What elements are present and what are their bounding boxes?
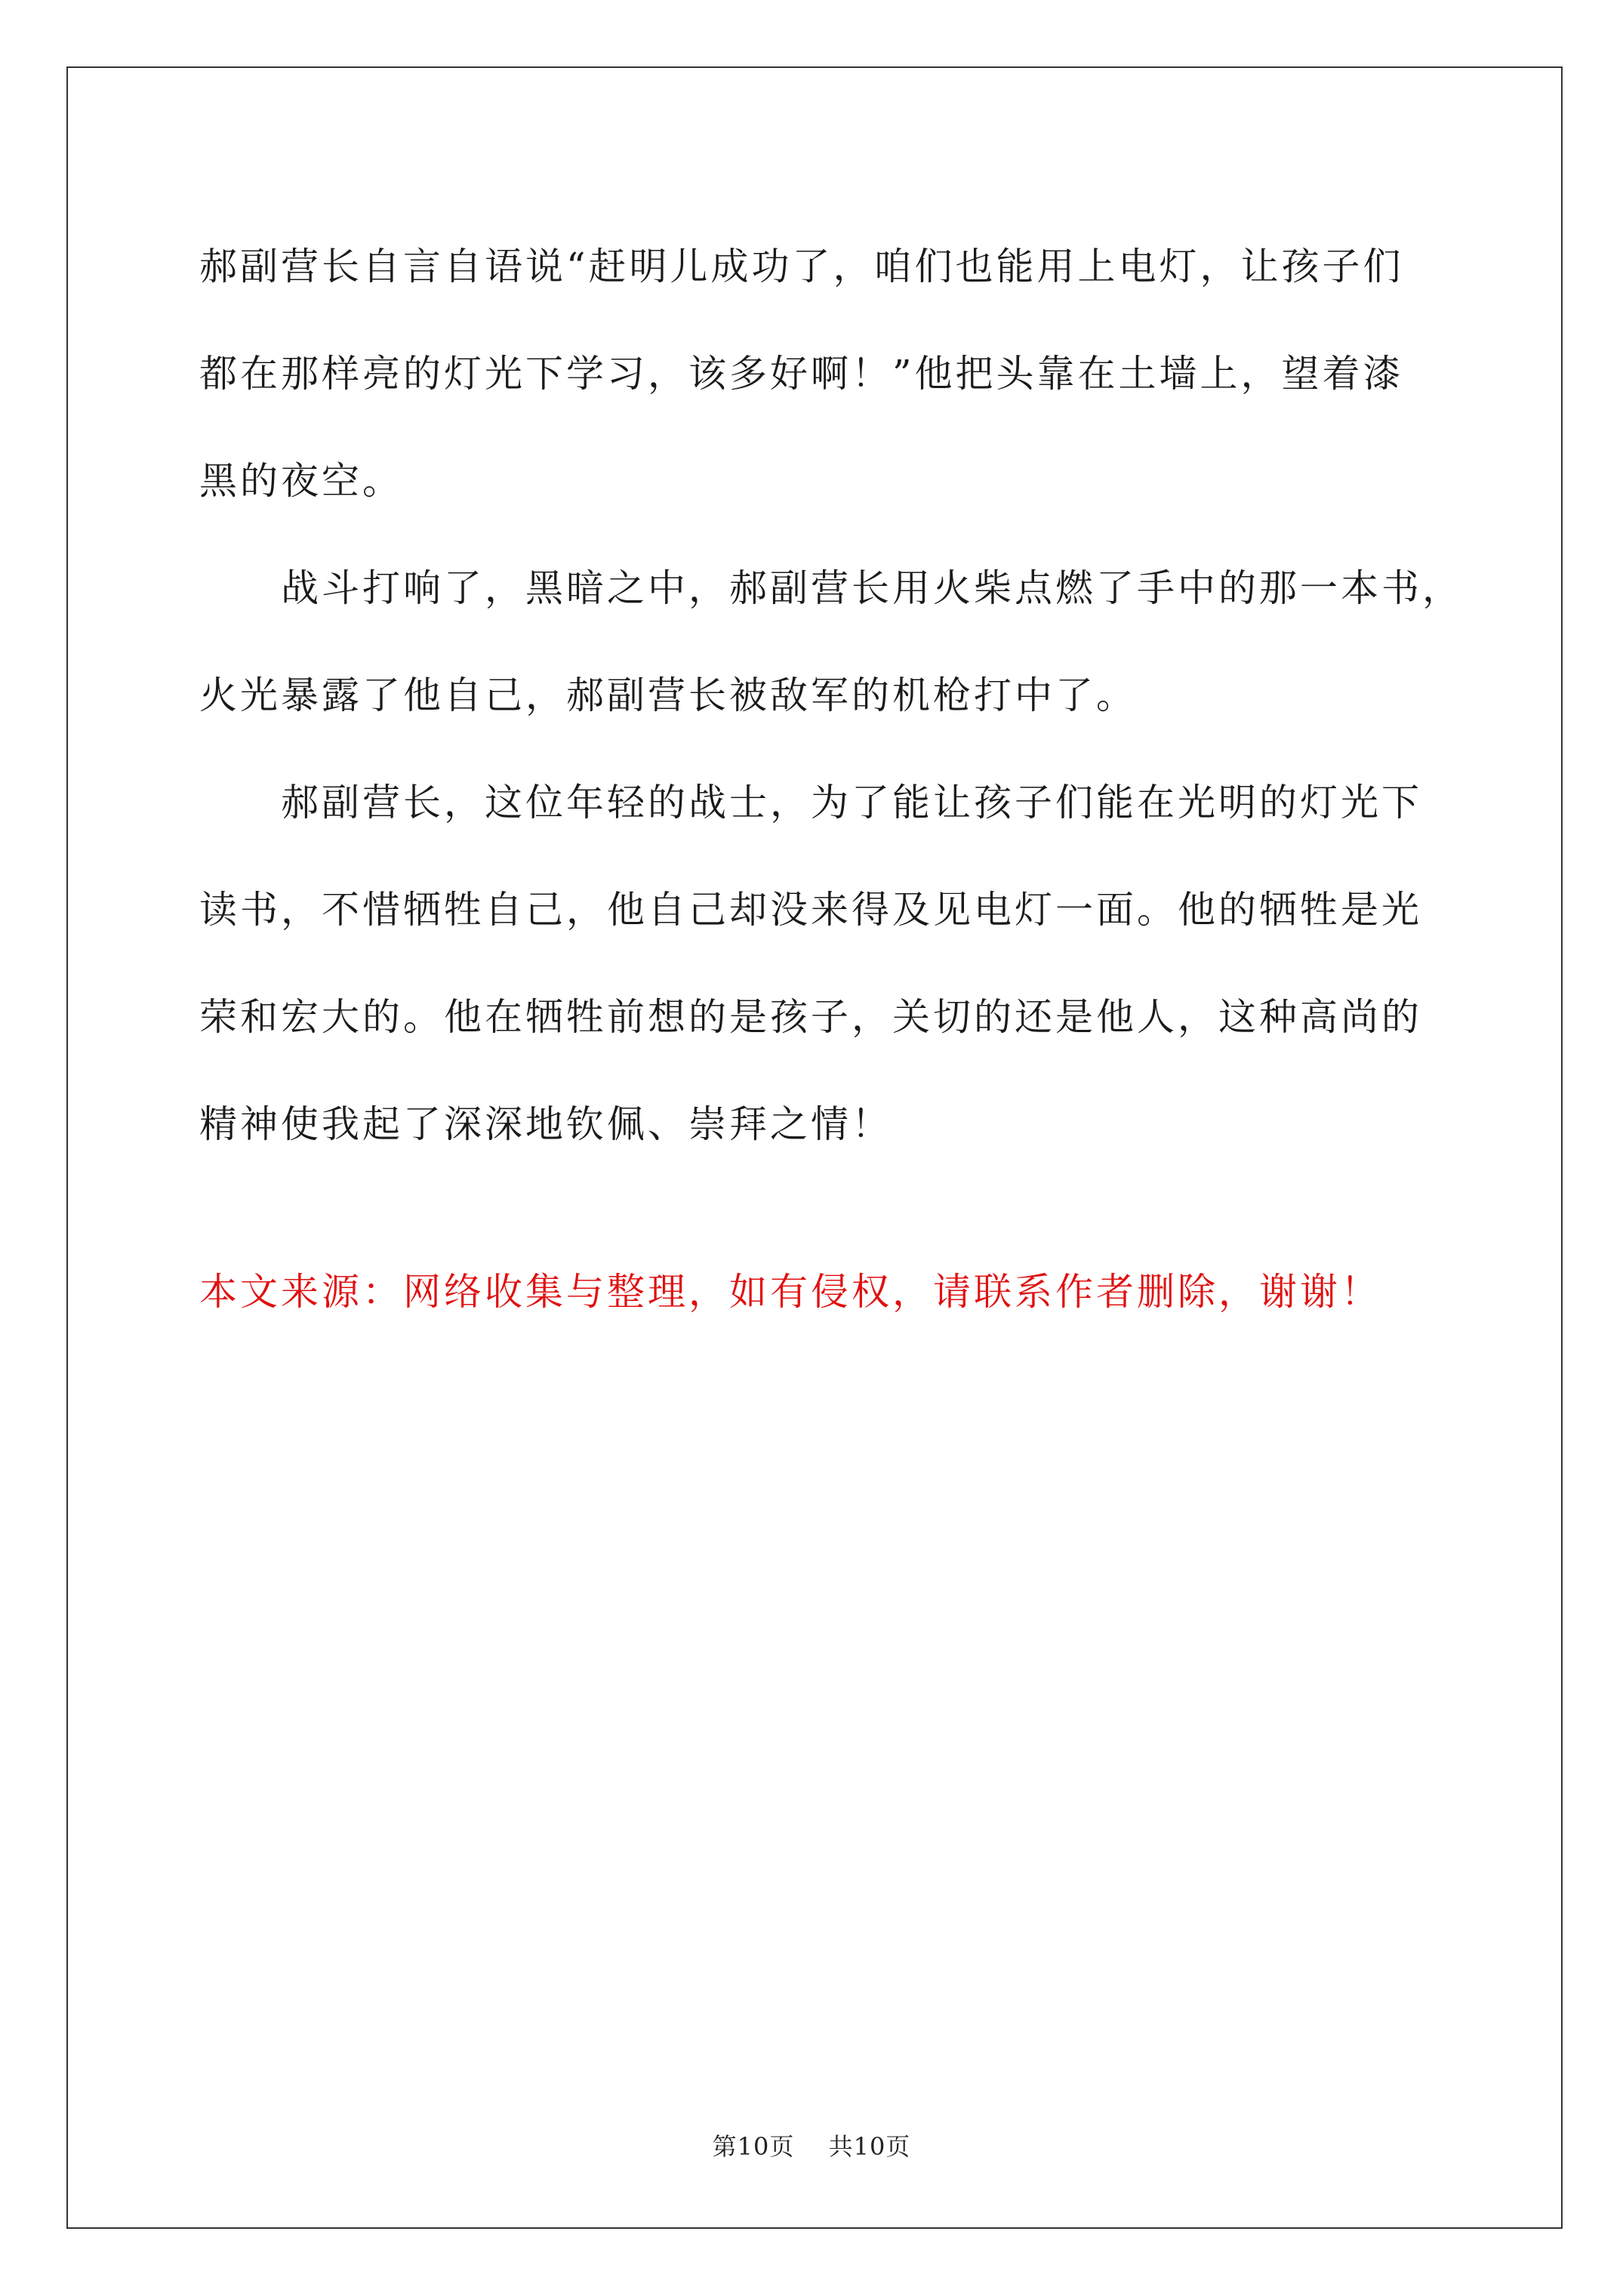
paragraph-line: 火光暴露了他自己，郝副营长被敌军的机枪打中了。 bbox=[199, 673, 1137, 717]
current-page-label: 第10页 bbox=[712, 2132, 795, 2161]
page-footer bbox=[0, 2128, 1623, 2162]
paragraph-line: 战斗打响了，黑暗之中，郝副营长用火柴点燃了手中的那一本书， bbox=[281, 566, 1463, 610]
source-note: 本文来源：网络收集与整理，如有侵权，请联系作者删除，谢谢！ bbox=[199, 1270, 1381, 1314]
total-pages-label: 共10页 bbox=[828, 2132, 911, 2161]
paragraph-line: 精神使我起了深深地钦佩、崇拜之情！ bbox=[199, 1102, 892, 1146]
paragraph-line: 黑的夜空。 bbox=[199, 459, 403, 503]
paragraph-line: 荣和宏大的。他在牺牲前想的是孩子，关切的还是他人，这种高尚的 bbox=[199, 995, 1422, 1039]
document-body bbox=[199, 213, 1463, 1345]
paragraph-line: 读书，不惜牺牲自己，他自己却没来得及见电灯一面。他的牺牲是光 bbox=[199, 888, 1422, 932]
paragraph-2 bbox=[199, 535, 1463, 749]
paragraph-3 bbox=[199, 749, 1460, 1178]
paragraph-line: 郝副营长，这位年轻的战士，为了能让孩子们能在光明的灯光下 bbox=[281, 781, 1422, 824]
paragraph-line: 都在那样亮的灯光下学习，该多好啊！”他把头靠在土墙上，望着漆 bbox=[199, 352, 1404, 396]
paragraph-1 bbox=[199, 213, 1460, 535]
paragraph-line: 郝副营长自言自语说“赶明儿成功了，咱们也能用上电灯，让孩子们 bbox=[199, 245, 1404, 288]
